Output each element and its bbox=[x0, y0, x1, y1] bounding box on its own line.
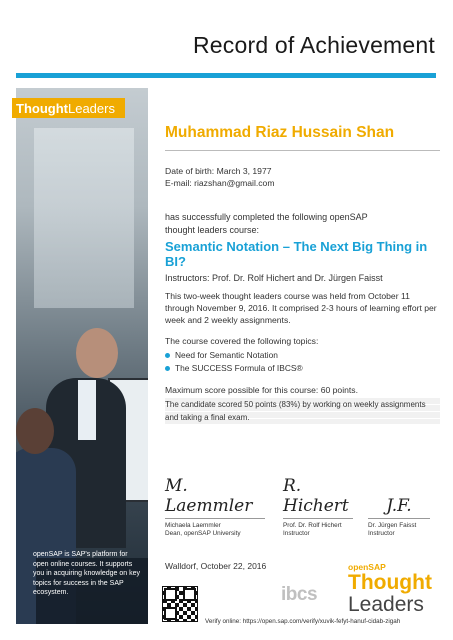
signatory-name: Prof. Dr. Rolf Hichert bbox=[283, 522, 342, 529]
opensap-thought-leaders-logo bbox=[348, 562, 432, 616]
leaders-wordmark: Leaders bbox=[348, 593, 424, 616]
max-score: Maximum score possible for this course: 60 points. bbox=[165, 385, 358, 395]
signatory-role: Instructor bbox=[283, 530, 310, 537]
intro-line-2: thought leaders course: bbox=[165, 225, 260, 235]
signatory-role: Instructor bbox=[368, 530, 395, 537]
signature-image: R. Hichert bbox=[283, 476, 349, 516]
badge-normal: Leaders bbox=[67, 100, 115, 116]
topics-list bbox=[165, 349, 440, 374]
name-divider bbox=[165, 150, 440, 151]
list-item: Need for Semantic Notation bbox=[165, 349, 440, 362]
email: E-mail: riazshan@gmail.com bbox=[165, 178, 275, 188]
opensap-wordmark: openSAP bbox=[348, 562, 386, 572]
signature-block-hichert bbox=[283, 476, 353, 538]
instructors: Instructors: Prof. Dr. Rolf Hichert and Dr. Jürgen Faisst bbox=[165, 273, 383, 283]
certificate-body bbox=[165, 118, 440, 424]
signatory-role: Dean, openSAP University bbox=[165, 530, 241, 537]
signature-block-dean bbox=[165, 476, 265, 538]
badge-bold: Thought bbox=[16, 100, 68, 116]
score-result: The candidate scored 50 points (83%) by working on weekly assignments and taking a final exam. bbox=[165, 398, 440, 424]
list-item: The SUCCESS Formula of IBCS® bbox=[165, 362, 440, 375]
sidebar-caption: openSAP is SAP's platform for open online courses. It supports you in acquiring knowledge on key topics for success in the SAP ecosystem. bbox=[33, 551, 141, 596]
recipient-name: Muhammad Riaz Hussain Shan bbox=[165, 124, 395, 141]
verify-link[interactable]: Verify online: https://open.sap.com/verify/xuvik-fefyt-hanuf-cidab-zigah bbox=[205, 618, 401, 625]
date-of-birth: Date of birth: March 3, 1977 bbox=[165, 166, 272, 176]
intro-line-1: has successfully completed the following openSAP bbox=[165, 212, 368, 222]
signatory-name: Michaela Laemmler bbox=[165, 522, 221, 529]
topics-intro: The course covered the following topics: bbox=[165, 336, 319, 346]
certificate-title: Record of Achievement bbox=[193, 32, 435, 58]
signature-block-faisst bbox=[368, 484, 430, 538]
thought-wordmark: Thought bbox=[348, 571, 432, 594]
signature-image: M. Laemmler bbox=[165, 476, 253, 516]
signatory-name: Dr. Jürgen Faisst bbox=[368, 522, 417, 529]
sidebar-photo bbox=[16, 88, 148, 624]
signature-image: J.F. bbox=[386, 496, 412, 516]
qr-code[interactable] bbox=[162, 586, 198, 622]
thought-leaders-badge bbox=[12, 98, 125, 118]
course-title: Semantic Notation – The Next Big Thing in BI? bbox=[165, 239, 428, 269]
place-and-date: Walldorf, October 22, 2016 bbox=[165, 561, 267, 571]
course-description: This two-week thought leaders course was held from October 11 through November 9, 2016. It comprised 2-3 hours of learning effort per week and 2 weekly assignments. bbox=[165, 291, 437, 325]
header-divider bbox=[16, 73, 436, 78]
ibcs-logo: ibcs bbox=[281, 584, 318, 605]
